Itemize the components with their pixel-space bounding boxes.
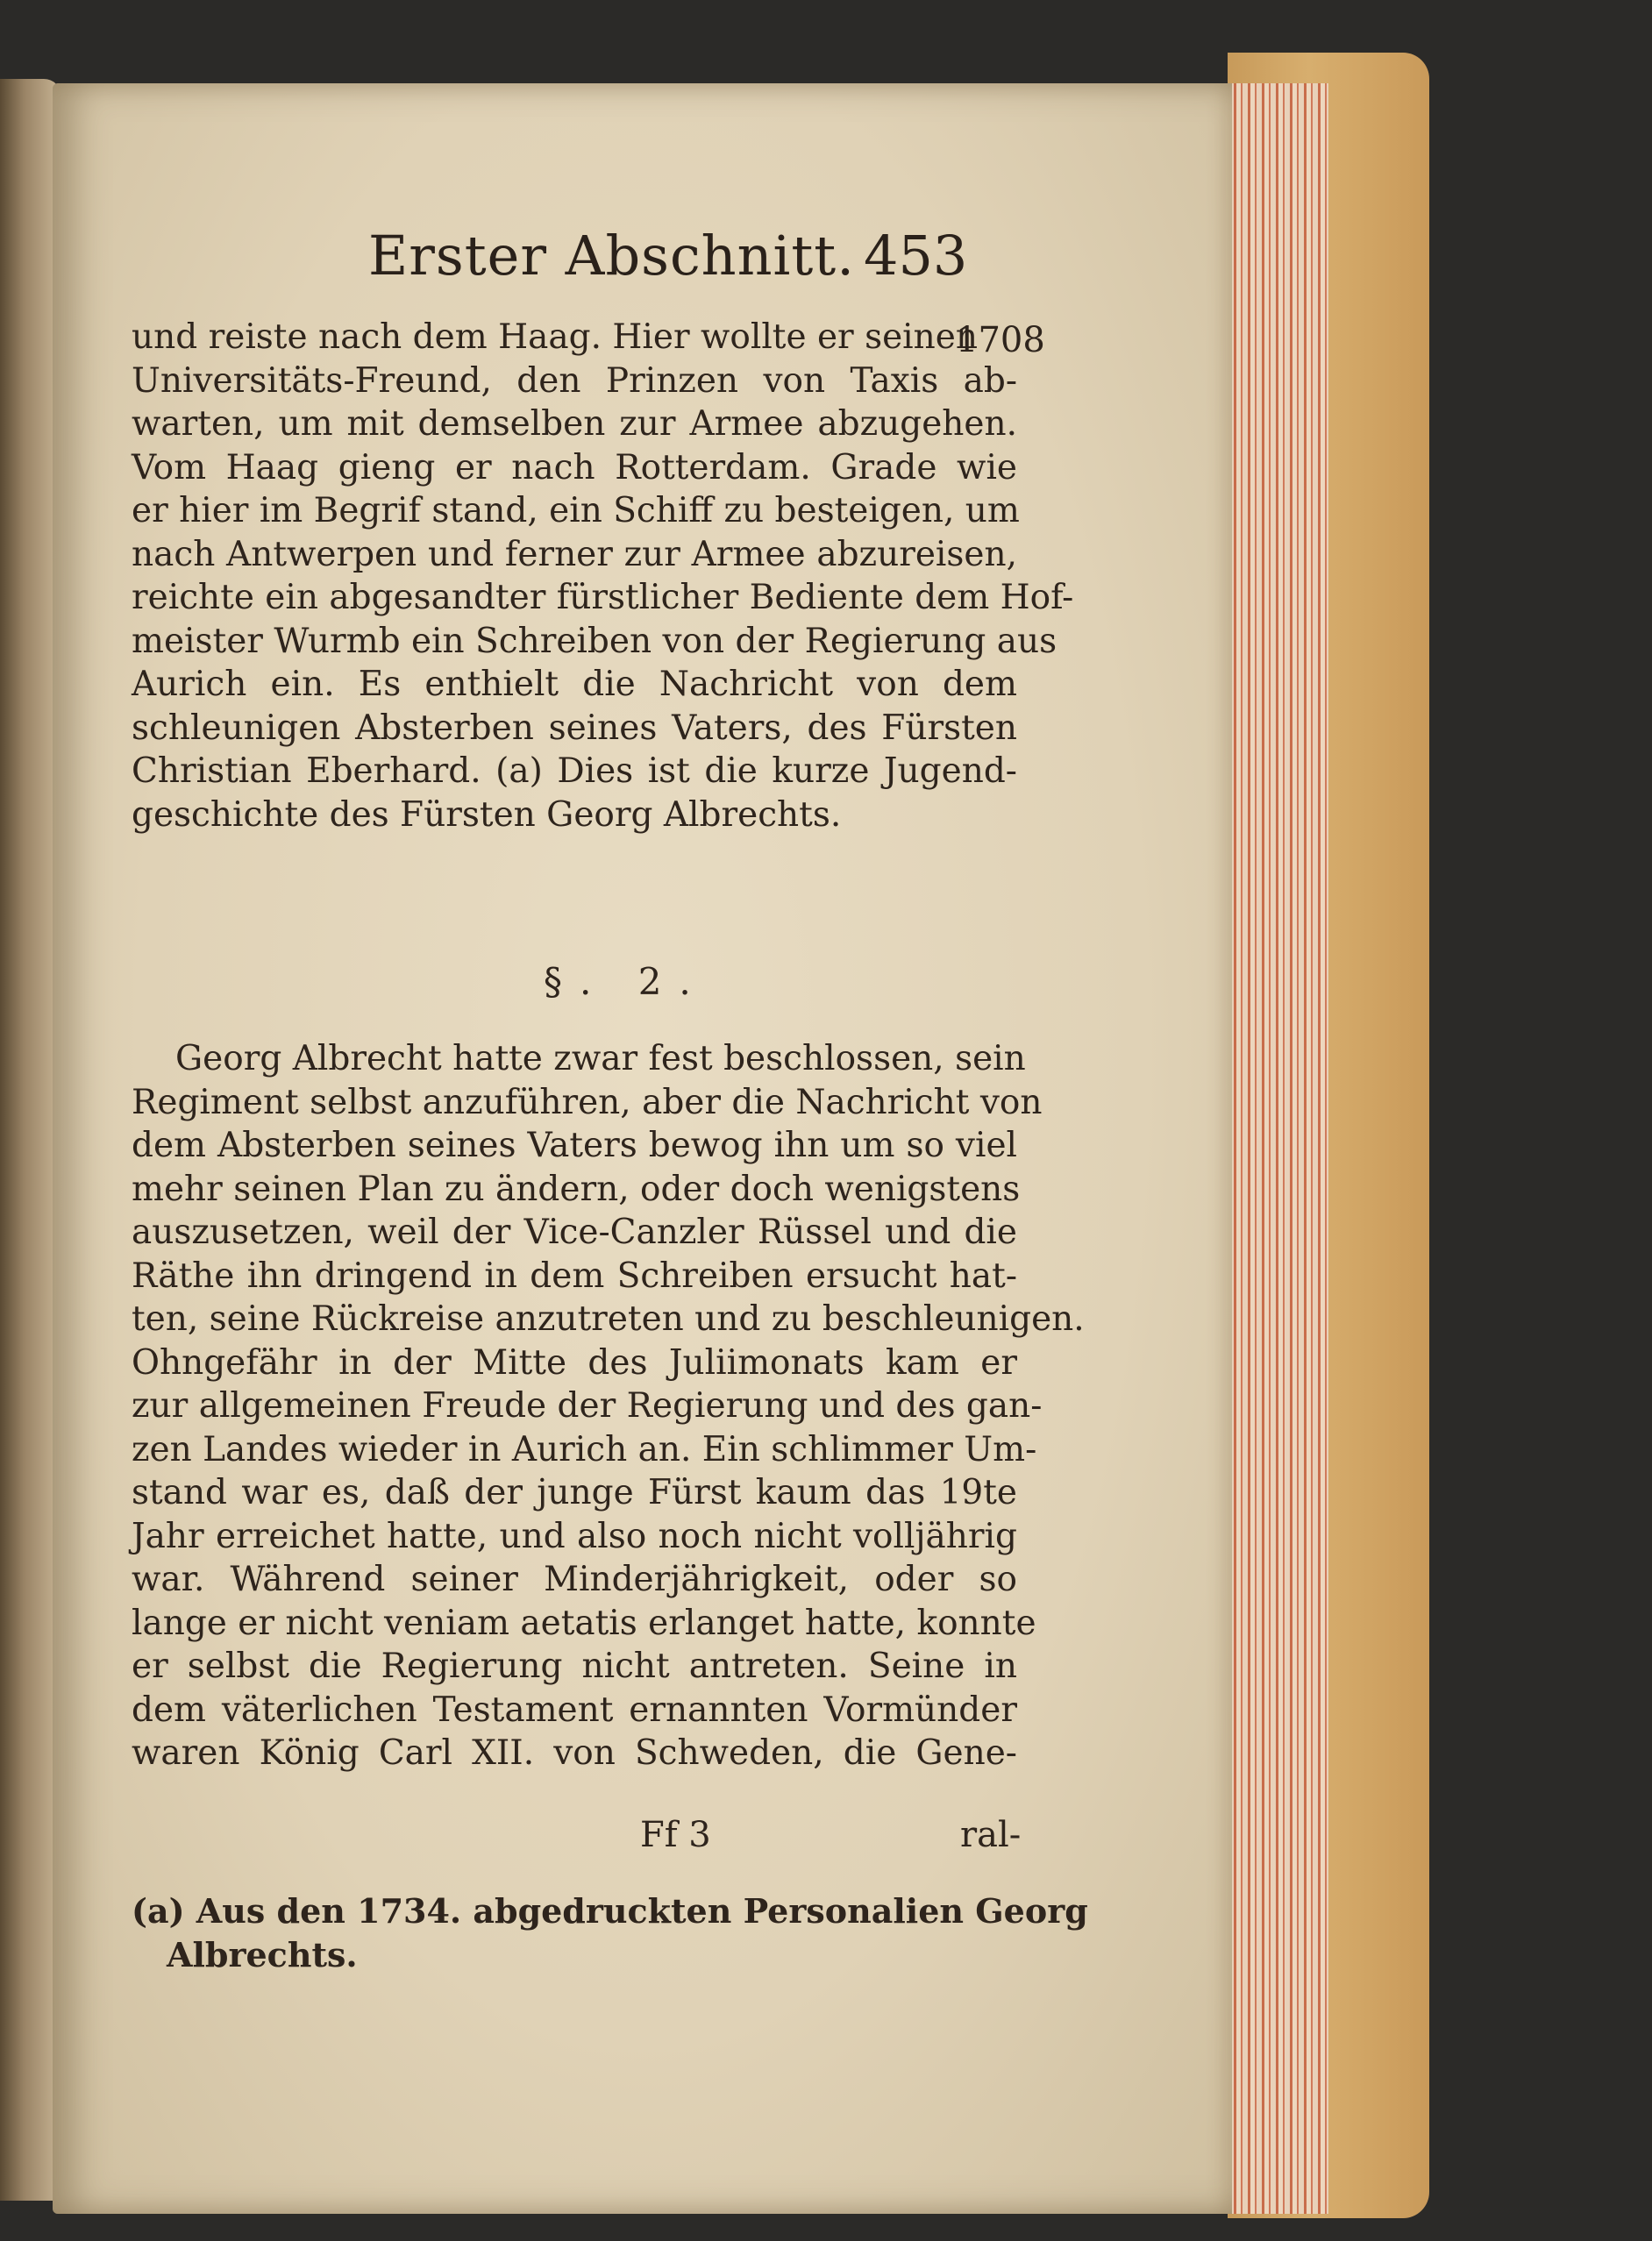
- margin-year: 1708: [956, 320, 1045, 360]
- text-line: er hier im Begrif stand, ein Schiff zu besteigen, um: [132, 491, 1020, 530]
- section-heading: §. 2.: [544, 960, 709, 1003]
- text-line: nach Antwerpen und ferner zur Armee abzureisen,: [132, 534, 1017, 574]
- text-line: war. Während seiner Minderjährigkeit, oder so: [132, 1560, 1017, 1599]
- text-line: stand war es, daß der junge Fürst kaum das 19te: [132, 1473, 1017, 1512]
- text-line: dem väterlichen Testament ernannten Vormünder: [132, 1690, 1017, 1730]
- text-line: schleunigen Absterben seines Vaters, des Fürsten: [132, 708, 1017, 748]
- text-line: Ohngefähr in der Mitte des Juliimonats kam er: [132, 1342, 1017, 1383]
- text-line: Vom Haag gieng er nach Rotterdam. Grade wie: [132, 447, 1017, 487]
- paragraph-1: [132, 316, 1074, 836]
- footnote-line: Albrechts.: [167, 1935, 358, 1974]
- text-line: er selbst die Regierung nicht antreten. Seine in: [132, 1647, 1017, 1686]
- catchword: ral-: [960, 1815, 1022, 1855]
- text-line: Christian Eberhard. (a) Dies ist die kurze Jugend-: [132, 751, 1017, 791]
- text-line: Regiment selbst anzuführen, aber die Nachricht von: [132, 1082, 1043, 1122]
- text-line: ten, seine Rückreise anzutreten und zu beschleunigen.: [132, 1299, 1085, 1339]
- signature-mark: Ff 3: [640, 1815, 711, 1855]
- paragraph-2: [132, 1037, 1085, 1775]
- text-line: geschichte des Fürsten Georg Albrechts.: [132, 794, 842, 835]
- text-line: reichte ein abgesandter fürstlicher Bediente dem Hof-: [132, 578, 1074, 617]
- text-line: meister Wurmb ein Schreiben von der Regierung aus: [132, 621, 1057, 661]
- page-header: [53, 224, 1232, 311]
- text-line: Universitäts-Freund, den Prinzen von Taxis ab-: [132, 360, 1017, 401]
- text-line: lange er nicht veniam aetatis erlanget hatte, konnte: [132, 1603, 1036, 1643]
- text-line: Aurich ein. Es enthielt die Nachricht von dem: [132, 665, 1017, 704]
- text-line: Georg Albrecht hatte zwar fest beschlossen, sein: [175, 1039, 1026, 1078]
- footnote: [132, 1889, 1088, 1977]
- text-line: mehr seinen Plan zu ändern, oder doch wenigstens: [132, 1169, 1021, 1209]
- footnote-line: (a) Aus den 1734. abgedruckten Personalien Georg: [132, 1891, 1088, 1931]
- running-title: Erster Abschnitt.: [368, 224, 855, 288]
- text-line: Jahr erreichet hatte, und also noch nicht volljährig: [132, 1516, 1017, 1556]
- text-line: dem Absterben seines Vaters bewog ihn um so viel: [132, 1126, 1017, 1165]
- text-line: waren König Carl XII. von Schweden, die Gene-: [132, 1733, 1017, 1773]
- text-line: zur allgemeinen Freude der Regierung und des gan-: [132, 1386, 1043, 1426]
- page-number: 453: [864, 224, 968, 288]
- text-line: Räthe ihn dringend in dem Schreiben ersucht hat-: [132, 1256, 1017, 1296]
- text-line: auszusetzen, weil der Vice-Canzler Rüssel und die: [132, 1213, 1017, 1252]
- book-page: [53, 83, 1232, 2214]
- text-line: warten, um mit demselben zur Armee abzugehen.: [132, 404, 1017, 444]
- text-line: zen Landes wieder in Aurich an. Ein schlimmer Um-: [132, 1429, 1037, 1469]
- text-line: und reiste nach dem Haag. Hier wollte er seinen: [132, 317, 978, 357]
